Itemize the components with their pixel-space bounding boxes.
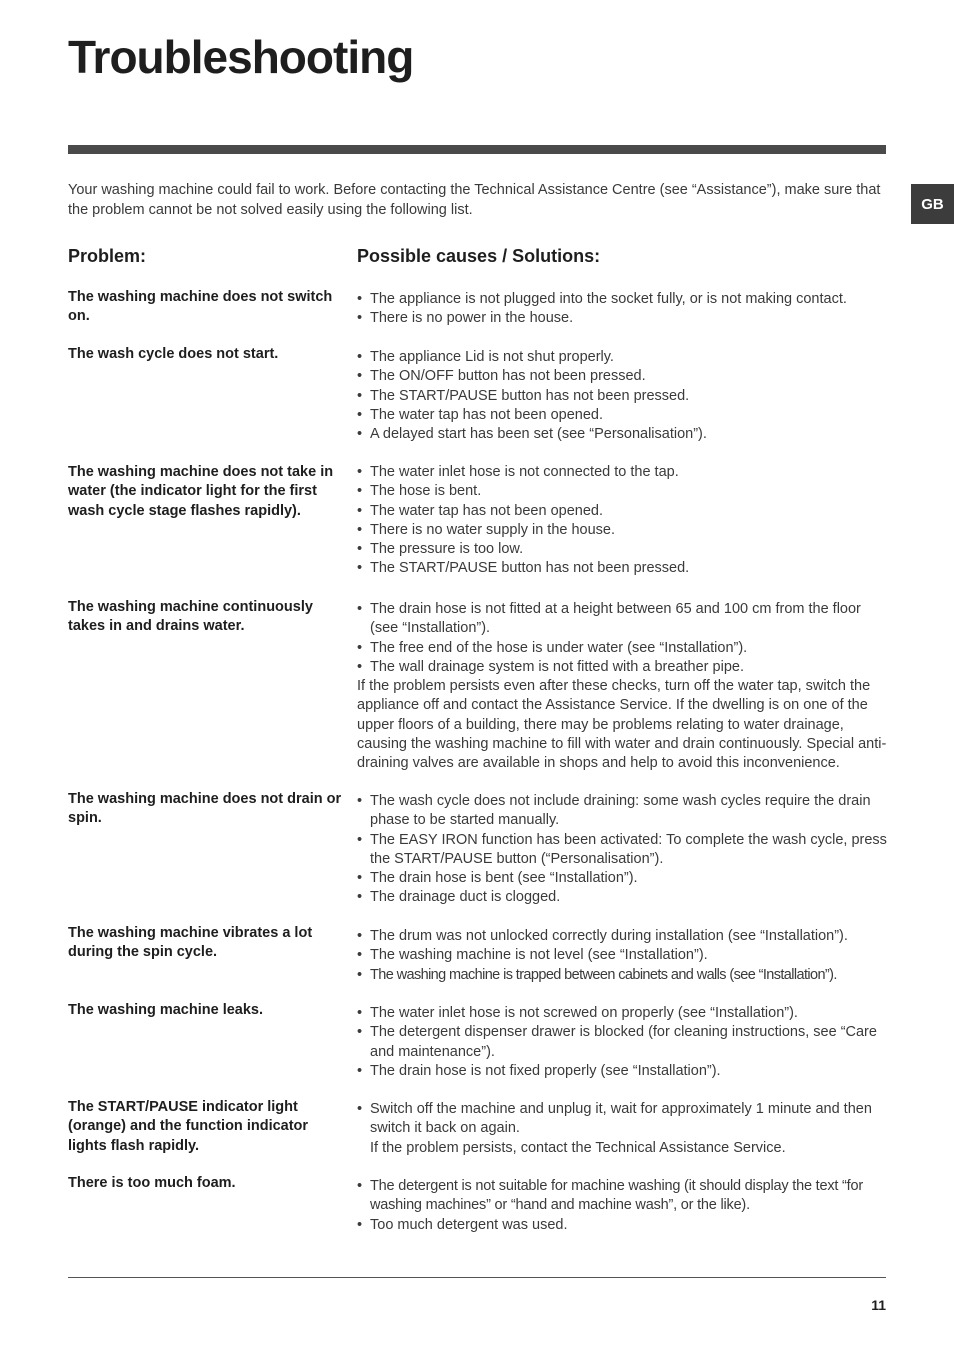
solutions-column-header: Possible causes / Solutions: [357, 246, 601, 266]
language-badge: GB [911, 184, 954, 224]
solution-list [357, 348, 887, 444]
problem-label: The wash cycle does not start. [68, 346, 279, 362]
footer-divider [68, 1277, 886, 1278]
solution-item: • The free end of the hose is under water (see “Installation”). [357, 639, 887, 658]
solution-list [357, 1177, 887, 1235]
solution-list [357, 463, 887, 579]
solution-item: • There is no water supply in the house. [357, 521, 887, 540]
title-divider [68, 145, 886, 154]
problem-label: The washing machine leaks. [68, 1002, 264, 1018]
solution-item: • The wall drainage system is not fitted with a breather pipe. [357, 658, 887, 677]
solution-item: • A delayed start has been set (see “Personalisation”). [357, 425, 887, 444]
solution-item: • The drain hose is not fixed properly (see “Installation”). [357, 1062, 887, 1081]
solution-item: • The appliance Lid is not shut properly. [357, 348, 887, 367]
solution-item: • The START/PAUSE button has not been pressed. [357, 559, 887, 578]
problem-label: The washing machine does not drain or spin. [68, 791, 342, 827]
solution-item: • The detergent is not suitable for machine washing (it should display the text “for washing machines” or “hand and machine wash”, or the like). [357, 1177, 887, 1216]
problem-label: There is too much foam. [68, 1175, 236, 1191]
solution-item: • The pressure is too low. [357, 540, 887, 559]
solution-note: If the problem persists even after these checks, turn off the water tap, switch the appliance off and contact the Assistance Service. If the dwelling is on one of the upper floors of a building, there may be problems relating to water drainage, causing the washing machine to fill with water and drain continuously. Special anti-draining valves are available in shops and help to avoid this inconvenience. [357, 678, 887, 772]
problem-label: The washing machine does not switch on. [68, 289, 333, 325]
page-number: 11 [871, 1297, 886, 1313]
solution-item: • The drum was not unlocked correctly during installation (see “Installation”). [357, 927, 887, 946]
problem-label: The washing machine continuously takes in and drains water. [68, 599, 313, 635]
solution-list [357, 1100, 887, 1158]
solution-item: • Switch off the machine and unplug it, wait for approximately 1 minute and then switch it back on again. [357, 1100, 887, 1139]
solution-item: • The drainage duct is clogged. [357, 888, 887, 907]
page-title: Troubleshooting [68, 31, 414, 83]
solution-item: • The washing machine is not level (see “Installation”). [357, 946, 887, 965]
solution-list [357, 927, 887, 985]
solution-item: • The water inlet hose is not screwed on properly (see “Installation”). [357, 1004, 887, 1023]
solution-item: • The washing machine is trapped between cabinets and walls (see “Installation”). [357, 966, 887, 985]
solution-item: • The drain hose is bent (see “Installation”). [357, 869, 887, 888]
solution-item: • The appliance is not plugged into the socket fully, or is not making contact. [357, 290, 887, 309]
solution-item: • The water tap has not been opened. [357, 502, 887, 521]
solution-item: • The EASY IRON function has been activated: To complete the wash cycle, press the START/PAUSE button (“Personalisation”). [357, 831, 887, 870]
solution-item: • The wash cycle does not include draining: some wash cycles require the drain phase to be started manually. [357, 792, 887, 831]
solution-item: • The ON/OFF button has not been pressed. [357, 367, 887, 386]
solution-item: • There is no power in the house. [357, 309, 887, 328]
solution-item: • Too much detergent was used. [357, 1216, 887, 1235]
solution-item: • The water inlet hose is not connected to the tap. [357, 463, 887, 482]
solution-list [357, 792, 887, 908]
solution-item: • The drain hose is not fitted at a height between 65 and 100 cm from the floor (see “Installation”). [357, 600, 887, 639]
solution-note: If the problem persists, contact the Technical Assistance Service. [370, 1139, 786, 1156]
problem-label: The START/PAUSE indicator light (orange) and the function indicator lights flash rapidly. [68, 1099, 309, 1154]
solution-item: • The detergent dispenser drawer is blocked (for cleaning instructions, see “Care and maintenance”). [357, 1023, 887, 1062]
solution-item: • The START/PAUSE button has not been pressed. [357, 387, 887, 406]
problem-label: The washing machine vibrates a lot during the spin cycle. [68, 925, 313, 961]
problem-label: The washing machine does not take in water (the indicator light for the first wash cycle stage flashes rapidly). [68, 464, 334, 519]
solution-item: • The hose is bent. [357, 482, 887, 501]
solution-item: • The water tap has not been opened. [357, 406, 887, 425]
solution-list [357, 600, 887, 774]
solution-list [357, 290, 887, 329]
problem-column-header: Problem: [68, 246, 147, 266]
intro-paragraph: Your washing machine could fail to work. Before contacting the Technical Assistance Centre (see “Assistance”), make sure that the problem cannot be not solved easily using the following list. [68, 182, 881, 218]
solution-list [357, 1004, 887, 1081]
